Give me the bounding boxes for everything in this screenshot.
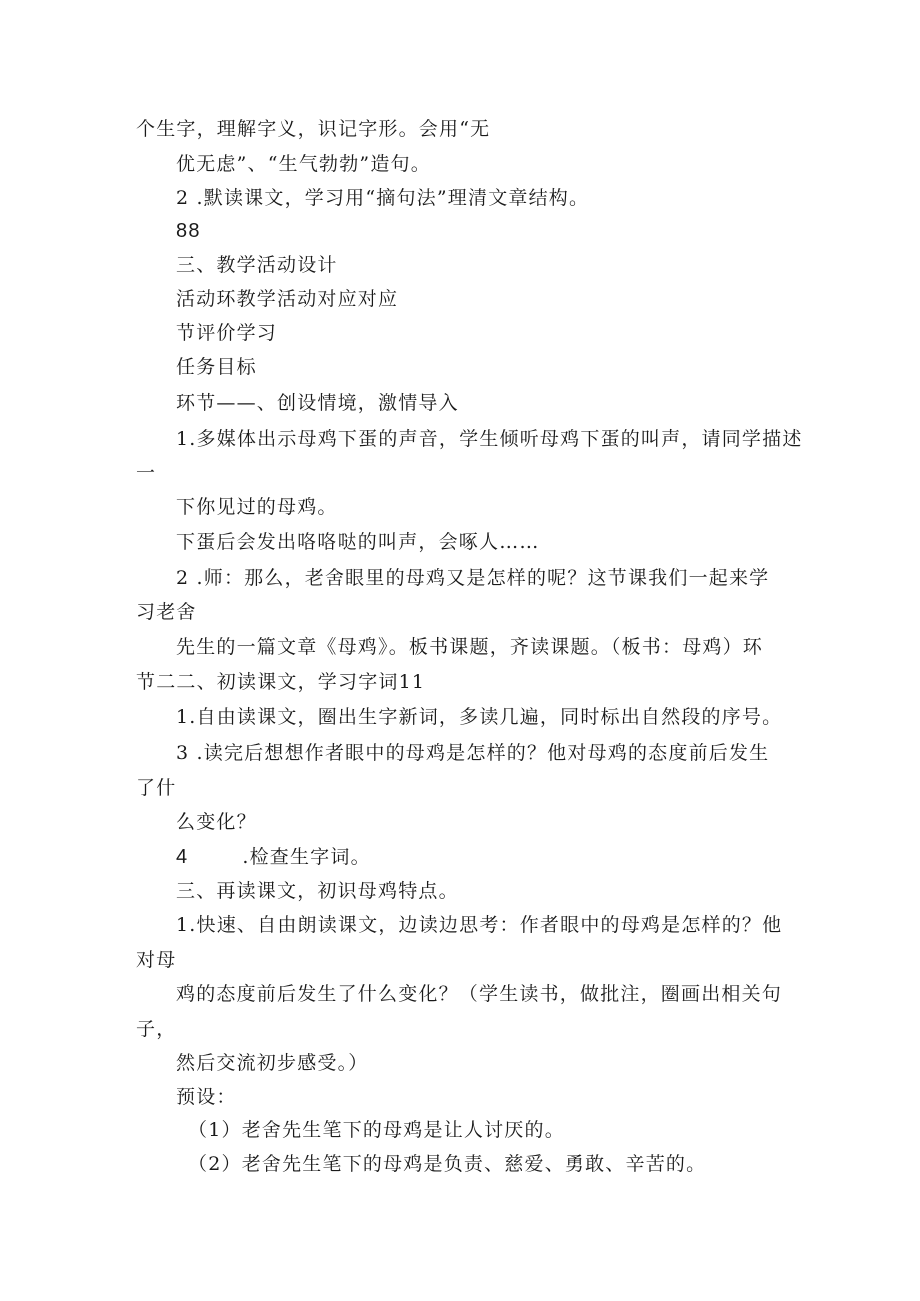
preset-item: （1）老舍先生笔下的母鸡是让人讨厌的。 [188, 1119, 565, 1141]
text-line-wrap: 一 [136, 462, 157, 484]
text-line: 优无虑”、“生气勃勃”造句。 [176, 153, 431, 175]
list-number: 4 [176, 846, 189, 868]
text-line: 个生字，理解字义，识记字形。会用“无 [136, 118, 491, 140]
text-line: 1.自由读课文，圈出生字新词，多读几遍，同时标出自然段的序号。 [176, 706, 783, 728]
section-heading: 三、再读课文，初识母鸡特点。 [176, 880, 459, 902]
table-header-text: 任务目标 [176, 356, 257, 378]
step-heading: 节二二、初读课文，学习字词11 [136, 671, 426, 693]
text-line: 然后交流初步感受。） [176, 1052, 369, 1074]
text-line-wrap: 对母 [136, 949, 177, 971]
table-header-text: 节评价学习 [176, 322, 278, 344]
text-line [176, 845, 371, 869]
text-line: 下你见过的母鸡。 [176, 496, 338, 518]
table-header-text: 活动环教学活动对应对应 [176, 288, 399, 310]
text-line: 1.快速、自由朗读课文，边读边思考：作者眼中的母鸡是怎样的？他 [176, 914, 783, 936]
text-line: 下蛋后会发出咯咯哒的叫声，会啄人…… [176, 531, 540, 553]
text-line: 1.多媒体出示母鸡下蛋的声音，学生倾听母鸡下蛋的叫声，请同学描述 [176, 428, 803, 450]
page-number: 88 [176, 220, 201, 242]
text-line-wrap: 习老舍 [136, 601, 197, 623]
text-line: 么变化？ [176, 811, 257, 833]
step-heading: 环节——、创设情境，激情导入 [176, 392, 459, 414]
text-line: 先生的一篇文章《母鸡》。板书课题，齐读课题。（板书：母鸡）环 [176, 636, 764, 658]
text-line: 2 .默读课文，学习用“摘句法”理清文章结构。 [176, 187, 590, 209]
text-line-wrap: 子， [136, 1018, 177, 1040]
text-line: 预设： [176, 1086, 237, 1108]
preset-item: （2）老舍先生笔下的母鸡是负责、慈爱、勇敢、辛苦的。 [188, 1153, 707, 1175]
text-line: 3 .读完后想想作者眼中的母鸡是怎样的？他对母鸡的态度前后发生 [176, 742, 770, 764]
text-line: 2 .师：那么，老舍眼里的母鸡又是怎样的呢？这节课我们一起来学 [176, 567, 770, 589]
text-line-wrap: 了什 [136, 777, 177, 799]
list-text: .检查生字词。 [242, 846, 371, 868]
text-line: 鸡的态度前后发生了什么变化？（学生读书，做批注，圈画出相关句 [176, 983, 783, 1005]
section-heading: 三、教学活动设计 [176, 254, 338, 276]
